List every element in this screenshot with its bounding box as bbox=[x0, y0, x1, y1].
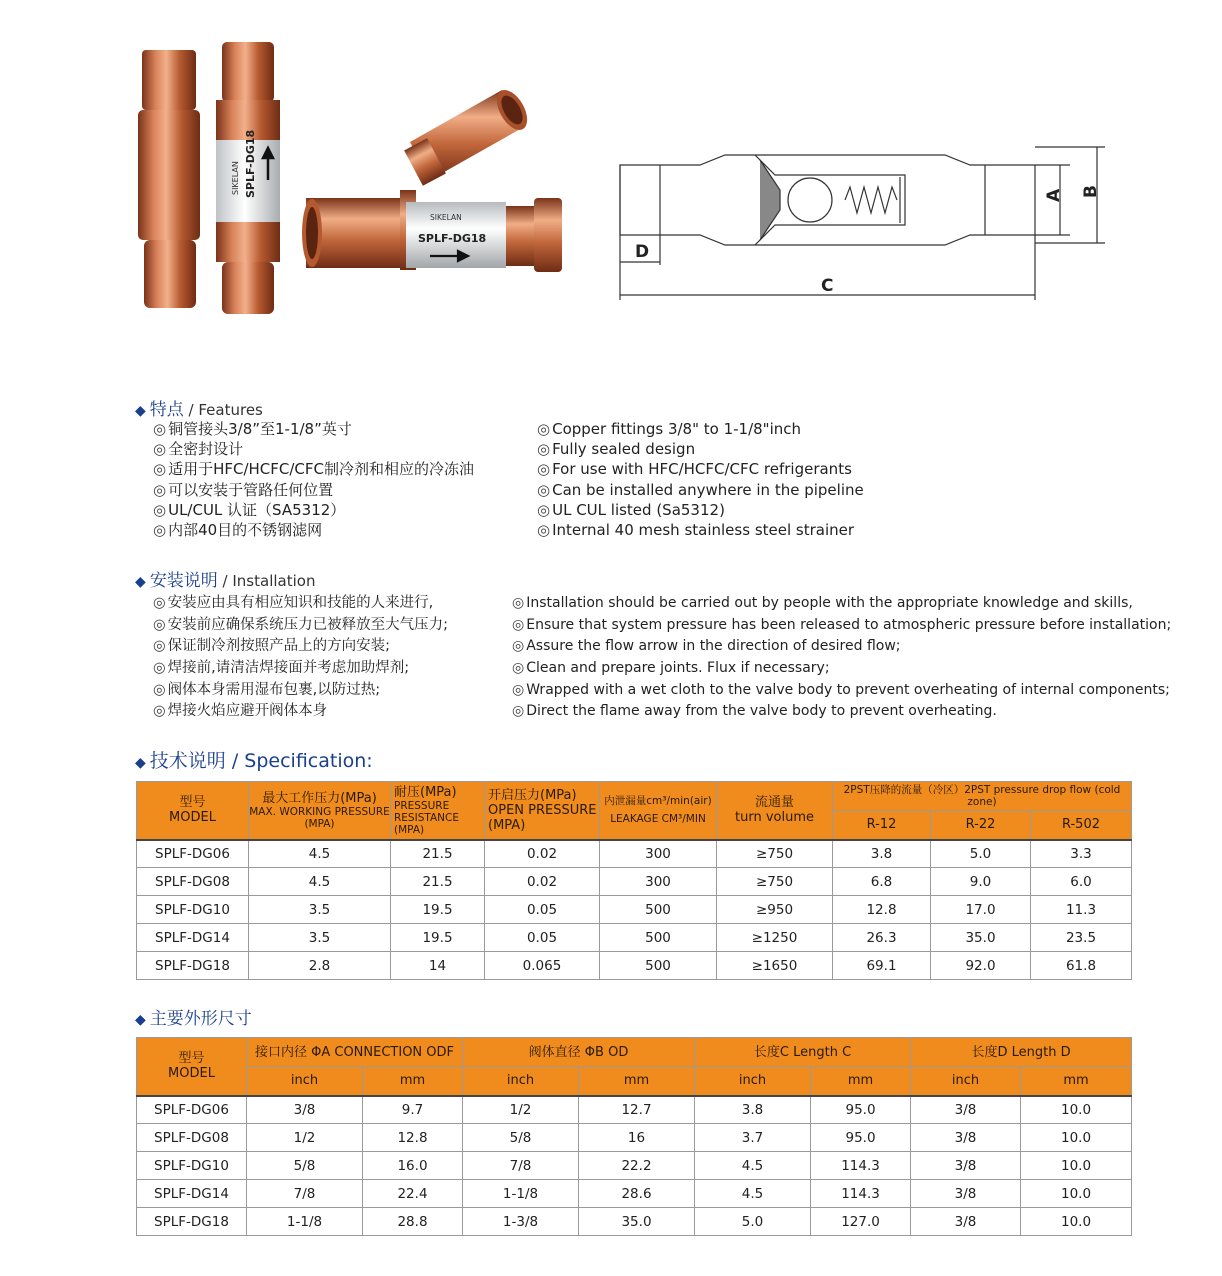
dim-label-d: D bbox=[635, 242, 650, 262]
list-item: ◎ 全密封设计 bbox=[153, 440, 244, 459]
list-item: ◎ 铜管接头3/8”至1-1/8”英寸 bbox=[153, 420, 352, 438]
col-model: 型号 MODEL bbox=[137, 1038, 247, 1096]
table-row: SPLF-DG08 4.5 21.5 0.02 300 ≥750 6.8 9.0 6.0 bbox=[137, 868, 1132, 896]
cross-section-drawing bbox=[605, 135, 1110, 310]
col-model: 型号 MODEL bbox=[137, 782, 249, 840]
col-mm: mm bbox=[1021, 1067, 1132, 1096]
installation-list-en bbox=[512, 593, 1171, 723]
col-length-d: 长度D Length D bbox=[911, 1038, 1132, 1067]
list-item: ◎ UL CUL listed (Sa5312) bbox=[537, 500, 725, 519]
col-r22: R-22 bbox=[931, 811, 1031, 840]
table-row: SPLF-DG14 7/8 22.4 1-1/8 28.6 4.5 114.3 3/8 10.0 bbox=[137, 1180, 1132, 1208]
list-item: ◎ Installation should be carried out by people with the appropriate knowledge and skills, bbox=[512, 595, 1133, 611]
list-item: ◎ 焊接前,请清洁焊接面并考虑加助焊剂; bbox=[153, 660, 410, 677]
table-row: SPLF-DG18 2.8 14 0.065 500 ≥1650 69.1 92.0 61.8 bbox=[137, 952, 1132, 980]
col-mm: mm bbox=[579, 1067, 695, 1096]
col-connection-odf: 接口内径 ΦA CONNECTION ODF bbox=[247, 1038, 463, 1067]
list-item: ◎ 可以安装于管路任何位置 bbox=[153, 480, 334, 499]
table-row: SPLF-DG18 1-1/8 28.8 1-3/8 35.0 5.0 127.0 3/8 10.0 bbox=[137, 1208, 1132, 1236]
features-title: ◆ 特点 / Features bbox=[135, 400, 263, 420]
list-item: ◎ Assure the flow arrow in the direction of desired flow; bbox=[512, 638, 901, 655]
col-r502: R-502 bbox=[1031, 811, 1132, 840]
dim-label-c: C bbox=[821, 276, 834, 296]
list-item: ◎ Wrapped with a wet cloth to the valve body to prevent overheating of internal components; bbox=[512, 681, 1170, 698]
list-item: ◎ Fully sealed design bbox=[537, 440, 696, 459]
list-item: ◎ 保证制冷剂按照产品上的方向安装; bbox=[153, 638, 391, 655]
list-item: ◎ 安装应由具有相应知识和技能的人来进行, bbox=[153, 595, 434, 611]
list-item: ◎ 阀体本身需用湿布包裹,以防过热; bbox=[153, 681, 381, 698]
list-item: ◎ Internal 40 mesh stainless steel strainer bbox=[537, 520, 855, 539]
brand-text: SIKELAN bbox=[231, 161, 240, 195]
col-inch: inch bbox=[911, 1067, 1021, 1096]
valve-left bbox=[138, 50, 200, 308]
diamond-icon: ◆ bbox=[135, 403, 146, 419]
list-item: ◎ Ensure that system pressure has been released to atmospheric pressure before installation; bbox=[512, 616, 1172, 633]
list-item: ◎ 内部40目的不锈钢滤网 bbox=[153, 520, 323, 539]
brand-text-2: SIKELAN bbox=[430, 213, 462, 222]
features-list-en bbox=[537, 419, 864, 540]
col-open-pressure: 开启压力(MPa) OPEN PRESSURE (MPA) bbox=[485, 782, 600, 840]
diamond-icon: ◆ bbox=[135, 1012, 146, 1028]
dimensions-table bbox=[136, 1037, 1132, 1236]
specification-table bbox=[136, 781, 1132, 980]
dim-label-b: B bbox=[1081, 185, 1101, 198]
valve-diagonal bbox=[302, 85, 562, 272]
table-row: SPLF-DG08 1/2 12.8 5/8 16 3.7 95.0 3/8 10.0 bbox=[137, 1124, 1132, 1152]
list-item: ◎ 安装前应确保系统压力已被释放至大气压力; bbox=[153, 616, 449, 633]
installation-list-zh bbox=[153, 593, 448, 723]
table-row: SPLF-DG10 5/8 16.0 7/8 22.2 4.5 114.3 3/8 10.0 bbox=[137, 1152, 1132, 1180]
table-row: SPLF-DG06 3/8 9.7 1/2 12.7 3.8 95.0 3/8 10.0 bbox=[137, 1096, 1132, 1124]
installation-title: ◆ 安装说明 / Installation bbox=[135, 571, 316, 591]
model-text-2: SPLF-DG18 bbox=[418, 232, 487, 245]
diamond-icon: ◆ bbox=[135, 574, 146, 590]
list-item: ◎ Direct the flame away from the valve body to prevent overheating. bbox=[512, 703, 997, 720]
diamond-icon: ◆ bbox=[135, 755, 146, 771]
col-mm: mm bbox=[811, 1067, 911, 1096]
features-list-zh bbox=[153, 419, 474, 540]
col-r12: R-12 bbox=[833, 811, 931, 840]
list-item: ◎ Copper fittings 3/8" to 1-1/8"inch bbox=[537, 420, 801, 438]
list-item: ◎ 适用于HFC/HCFC/CFC制冷剂和相应的冷冻油 bbox=[153, 460, 475, 479]
col-max-working-pressure: 最大工作压力(MPa) MAX. WORKING PRESSURE (MPA) bbox=[249, 782, 391, 840]
product-photo bbox=[130, 30, 570, 330]
col-mm: mm bbox=[363, 1067, 463, 1096]
specification-title: ◆ 技术说明 / Specification: bbox=[135, 750, 373, 772]
col-leakage: 内泄漏量cm³/min(air) LEAKAGE CM³/MIN bbox=[600, 782, 717, 840]
list-item: ◎ 焊接火焰应避开阀体本身 bbox=[153, 703, 328, 720]
model-text: SPLF-DG18 bbox=[244, 129, 257, 198]
col-inch: inch bbox=[247, 1067, 363, 1096]
dim-label-a: A bbox=[1044, 188, 1064, 202]
list-item: ◎ For use with HFC/HCFC/CFC refrigerants bbox=[537, 460, 852, 479]
col-turn-volume: 流通量 turn volume bbox=[717, 782, 833, 840]
col-pressure-drop-flow: 2PST压降的流量（冷区）2PST pressure drop flow (cold zone) bbox=[833, 782, 1132, 811]
col-inch: inch bbox=[695, 1067, 811, 1096]
table-row: SPLF-DG14 3.5 19.5 0.05 500 ≥1250 26.3 35.0 23.5 bbox=[137, 924, 1132, 952]
list-item: ◎ UL/CUL 认证（SA5312） bbox=[153, 500, 346, 519]
valve-middle bbox=[216, 42, 280, 314]
table-row: SPLF-DG10 3.5 19.5 0.05 500 ≥950 12.8 17.0 11.3 bbox=[137, 896, 1132, 924]
table-row: SPLF-DG06 4.5 21.5 0.02 300 ≥750 3.8 5.0 3.3 bbox=[137, 840, 1132, 868]
list-item: ◎ Can be installed anywhere in the pipeline bbox=[537, 480, 864, 499]
col-pressure-resistance: 耐压(MPa) PRESSURE RESISTANCE (MPA) bbox=[391, 782, 485, 840]
col-length-c: 长度C Length C bbox=[695, 1038, 911, 1067]
col-inch: inch bbox=[463, 1067, 579, 1096]
dimensions-title: ◆ 主要外形尺寸 bbox=[135, 1009, 252, 1029]
col-body-od: 阀体直径 ΦB OD bbox=[463, 1038, 695, 1067]
list-item: ◎ Clean and prepare joints. Flux if necessary; bbox=[512, 660, 830, 677]
